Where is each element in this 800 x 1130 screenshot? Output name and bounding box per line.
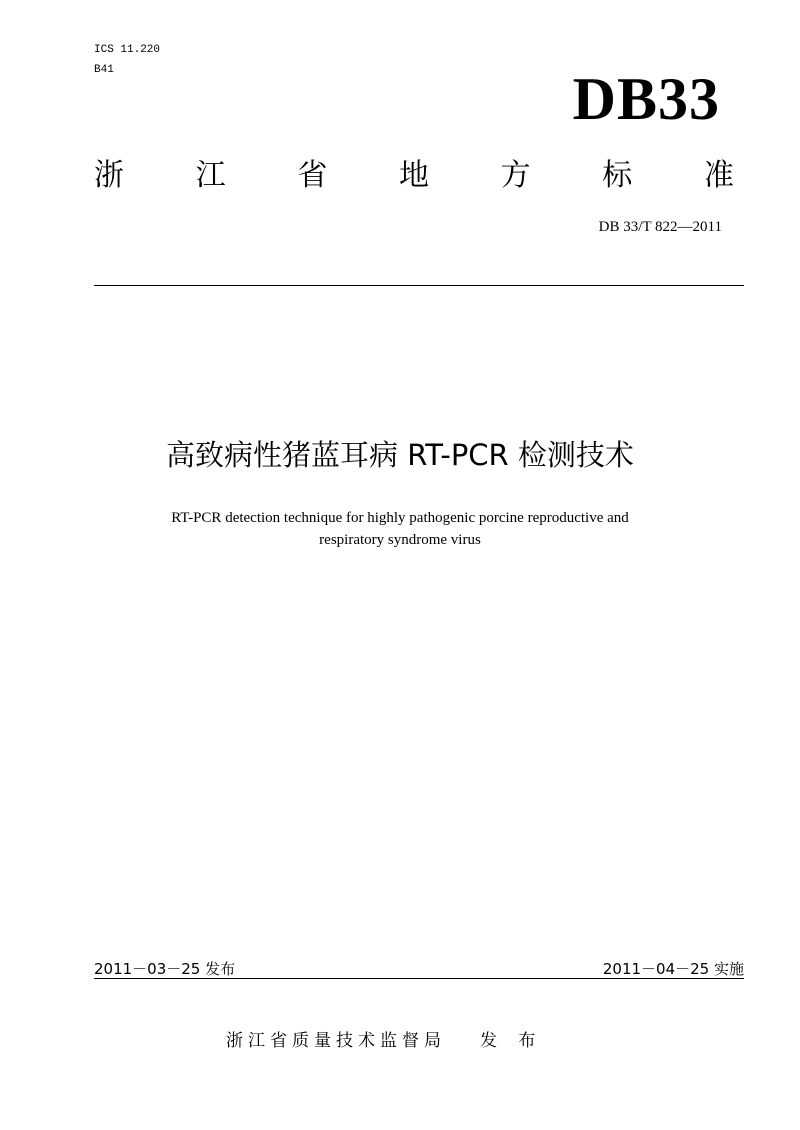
implementation-date: 2011－04－25 实施: [602, 960, 744, 978]
standard-type-char: 方: [500, 158, 531, 193]
publisher-org: 浙江省质量技术监督局: [226, 1031, 446, 1051]
ics-code: ICS 11.220: [94, 44, 161, 56]
header-divider: [94, 285, 744, 286]
publisher-line: [226, 1030, 543, 1052]
standard-type-char: 准: [703, 158, 734, 193]
standard-type-char: 江: [195, 158, 226, 193]
title-english-line-2: respiratory syndrome virus: [319, 532, 481, 548]
publisher-action: 发 布: [480, 1031, 544, 1051]
standard-code-mark: DB33: [572, 66, 720, 132]
standard-type-char: 浙: [94, 158, 124, 193]
standard-number: DB 33/T 822—2011: [598, 219, 722, 235]
standard-type-char: 省: [297, 158, 328, 193]
title-english-line-1: RT-PCR detection technique for highly pathogenic porcine reproductive and: [171, 510, 629, 526]
title-chinese: 高致病性猪蓝耳病 RT-PCR 检测技术: [166, 438, 634, 472]
standard-type-heading: [94, 158, 734, 194]
footer-divider: [94, 978, 744, 979]
category-code: B41: [94, 64, 114, 76]
standard-type-char: 地: [398, 158, 429, 193]
issue-date: 2011－03－25 发布: [94, 960, 236, 978]
title-english: [100, 507, 700, 551]
standard-type-char: 标: [602, 158, 633, 193]
